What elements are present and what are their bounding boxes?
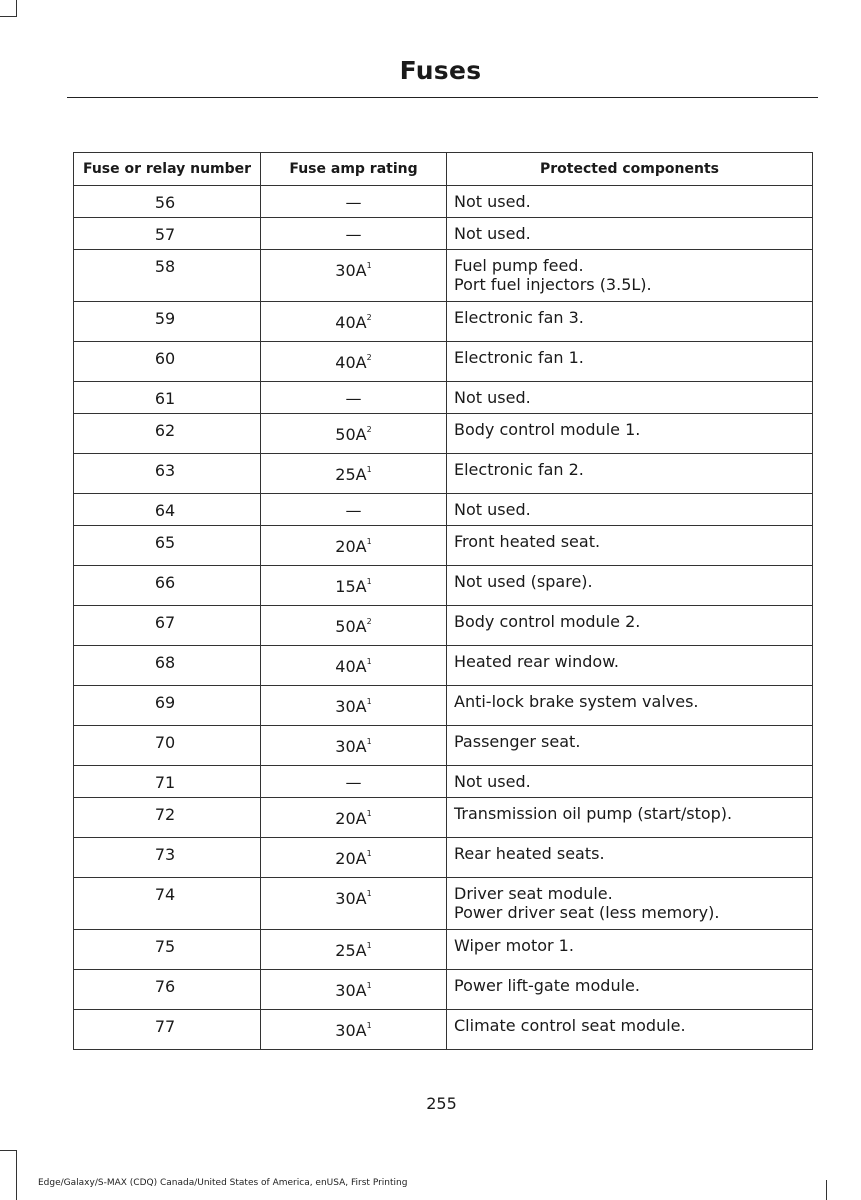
fuse-amp-rating: [261, 186, 447, 218]
title-rule: [67, 97, 818, 98]
amp-footnote-marker: 1: [366, 849, 372, 858]
protected-components: [447, 726, 813, 766]
component-line: Not used.: [454, 192, 531, 211]
amp-value: —: [345, 501, 362, 520]
amp-footnote-marker: 2: [366, 617, 372, 626]
page-title: Fuses: [399, 56, 482, 85]
protected-components: [447, 250, 813, 302]
fuse-number: 68: [74, 646, 261, 686]
amp-footnote-marker: 1: [366, 261, 372, 270]
amp-footnote-marker: 1: [366, 1021, 372, 1030]
amp-value: 30A: [335, 737, 367, 756]
amp-value: —: [345, 225, 362, 244]
component-line: Heated rear window.: [454, 652, 619, 671]
fuse-number: 67: [74, 606, 261, 646]
protected-components: [447, 302, 813, 342]
footer-text: Edge/Galaxy/S-MAX (CDQ) Canada/United States of America, enUSA, First Printing: [38, 1178, 408, 1188]
table-row: [74, 382, 813, 414]
amp-footnote-marker: 1: [366, 577, 372, 586]
amp-footnote-marker: 1: [366, 809, 372, 818]
table-row: [74, 566, 813, 606]
fuse-amp-rating: [261, 250, 447, 302]
fuse-amp-rating: [261, 454, 447, 494]
table-row: [74, 414, 813, 454]
fuse-amp-rating: [261, 838, 447, 878]
table-row: [74, 726, 813, 766]
table-row: [74, 646, 813, 686]
column-header-amp: Fuse amp rating: [261, 153, 447, 186]
component-line: Not used.: [454, 500, 531, 519]
table-row: [74, 878, 813, 930]
table-row: [74, 342, 813, 382]
component-line: Transmission oil pump (start/stop).: [454, 804, 733, 823]
fuse-number: 73: [74, 838, 261, 878]
component-line: Electronic fan 2.: [454, 460, 584, 479]
fuse-amp-rating: [261, 382, 447, 414]
component-line: Climate control seat module.: [454, 1016, 686, 1035]
table-row: [74, 970, 813, 1010]
protected-components: [447, 798, 813, 838]
table-row: [74, 494, 813, 526]
amp-value: 20A: [335, 809, 367, 828]
table-header-row: [74, 153, 813, 186]
protected-components: [447, 970, 813, 1010]
fuse-number: 74: [74, 878, 261, 930]
protected-components: [447, 526, 813, 566]
component-line: Not used.: [454, 772, 531, 791]
fuse-amp-rating: [261, 766, 447, 798]
fuse-number: 56: [74, 186, 261, 218]
fuse-table: [73, 152, 813, 1050]
table-row: [74, 454, 813, 494]
fuse-amp-rating: [261, 646, 447, 686]
component-line: Electronic fan 3.: [454, 308, 584, 327]
fuse-amp-rating: [261, 566, 447, 606]
protected-components: [447, 646, 813, 686]
component-line: Not used (spare).: [454, 572, 593, 591]
amp-value: 40A: [335, 313, 367, 332]
component-line: Electronic fan 1.: [454, 348, 584, 367]
amp-value: 15A: [335, 577, 367, 596]
protected-components: [447, 218, 813, 250]
fuse-number: 63: [74, 454, 261, 494]
amp-value: 30A: [335, 261, 367, 280]
table-row: [74, 250, 813, 302]
fuse-number: 57: [74, 218, 261, 250]
fuse-amp-rating: [261, 218, 447, 250]
amp-footnote-marker: 1: [366, 981, 372, 990]
table-body: [74, 186, 813, 1050]
table-row: [74, 186, 813, 218]
amp-value: 20A: [335, 537, 367, 556]
amp-value: 30A: [335, 889, 367, 908]
component-line: Wiper motor 1.: [454, 936, 574, 955]
amp-footnote-marker: 1: [366, 941, 372, 950]
amp-footnote-marker: 1: [366, 537, 372, 546]
protected-components: [447, 186, 813, 218]
fuse-number: 62: [74, 414, 261, 454]
fuse-amp-rating: [261, 686, 447, 726]
protected-components: [447, 414, 813, 454]
fuse-number: 70: [74, 726, 261, 766]
amp-footnote-marker: 1: [366, 657, 372, 666]
fuse-amp-rating: [261, 342, 447, 382]
component-line: Port fuel injectors (3.5L).: [454, 275, 652, 294]
fuse-number: 59: [74, 302, 261, 342]
table-row: [74, 686, 813, 726]
protected-components: [447, 766, 813, 798]
component-line: Not used.: [454, 224, 531, 243]
amp-footnote-marker: 1: [366, 465, 372, 474]
fuse-amp-rating: [261, 414, 447, 454]
component-line: Power lift-gate module.: [454, 976, 640, 995]
component-line: Rear heated seats.: [454, 844, 605, 863]
component-line: Anti-lock brake system valves.: [454, 692, 699, 711]
amp-value: 30A: [335, 697, 367, 716]
fuse-number: 61: [74, 382, 261, 414]
amp-footnote-marker: 2: [366, 425, 372, 434]
fuse-amp-rating: [261, 494, 447, 526]
amp-value: 30A: [335, 1021, 367, 1040]
table-row: [74, 766, 813, 798]
protected-components: [447, 878, 813, 930]
amp-footnote-marker: 1: [366, 889, 372, 898]
component-line: Body control module 2.: [454, 612, 641, 631]
table-row: [74, 606, 813, 646]
fuse-number: 72: [74, 798, 261, 838]
protected-components: [447, 566, 813, 606]
fuse-amp-rating: [261, 726, 447, 766]
amp-footnote-marker: 2: [366, 353, 372, 362]
protected-components: [447, 686, 813, 726]
amp-footnote-marker: 1: [366, 697, 372, 706]
component-line: Not used.: [454, 388, 531, 407]
fuse-amp-rating: [261, 970, 447, 1010]
amp-value: —: [345, 193, 362, 212]
amp-value: 50A: [335, 617, 367, 636]
crop-mark: [0, 1150, 17, 1151]
protected-components: [447, 454, 813, 494]
fuse-number: 66: [74, 566, 261, 606]
fuse-number: 69: [74, 686, 261, 726]
protected-components: [447, 930, 813, 970]
fuse-number: 58: [74, 250, 261, 302]
fuse-number: 64: [74, 494, 261, 526]
component-line: Driver seat module.: [454, 884, 613, 903]
fuse-amp-rating: [261, 930, 447, 970]
table-row: [74, 798, 813, 838]
amp-value: 20A: [335, 849, 367, 868]
fuse-number: 65: [74, 526, 261, 566]
fuse-amp-rating: [261, 1010, 447, 1050]
table-row: [74, 838, 813, 878]
table-row: [74, 526, 813, 566]
fuse-number: 75: [74, 930, 261, 970]
amp-value: —: [345, 773, 362, 792]
amp-value: —: [345, 389, 362, 408]
table-row: [74, 930, 813, 970]
protected-components: [447, 1010, 813, 1050]
fuse-number: 71: [74, 766, 261, 798]
column-header-components: Protected components: [447, 153, 813, 186]
fuse-amp-rating: [261, 798, 447, 838]
fuse-number: 77: [74, 1010, 261, 1050]
amp-value: 30A: [335, 981, 367, 1000]
fuse-amp-rating: [261, 526, 447, 566]
table-row: [74, 218, 813, 250]
amp-value: 25A: [335, 941, 367, 960]
amp-value: 25A: [335, 465, 367, 484]
table-row: [74, 1010, 813, 1050]
protected-components: [447, 382, 813, 414]
component-line: Front heated seat.: [454, 532, 601, 551]
component-line: Body control module 1.: [454, 420, 641, 439]
protected-components: [447, 606, 813, 646]
fuse-amp-rating: [261, 878, 447, 930]
component-line: Power driver seat (less memory).: [454, 903, 720, 922]
protected-components: [447, 494, 813, 526]
column-header-number: Fuse or relay number: [74, 153, 261, 186]
amp-footnote-marker: 2: [366, 313, 372, 322]
amp-value: 40A: [335, 353, 367, 372]
crop-mark: [0, 16, 16, 17]
crop-mark: [16, 1150, 17, 1200]
fuse-number: 60: [74, 342, 261, 382]
protected-components: [447, 342, 813, 382]
component-line: Fuel pump feed.: [454, 256, 584, 275]
amp-footnote-marker: 1: [366, 737, 372, 746]
crop-mark: [16, 0, 17, 17]
amp-value: 40A: [335, 657, 367, 676]
amp-value: 50A: [335, 425, 367, 444]
crop-mark: [826, 1180, 827, 1200]
page-number: 255: [426, 1094, 457, 1113]
protected-components: [447, 838, 813, 878]
fuse-amp-rating: [261, 302, 447, 342]
fuse-amp-rating: [261, 606, 447, 646]
fuse-number: 76: [74, 970, 261, 1010]
table-row: [74, 302, 813, 342]
component-line: Passenger seat.: [454, 732, 581, 751]
